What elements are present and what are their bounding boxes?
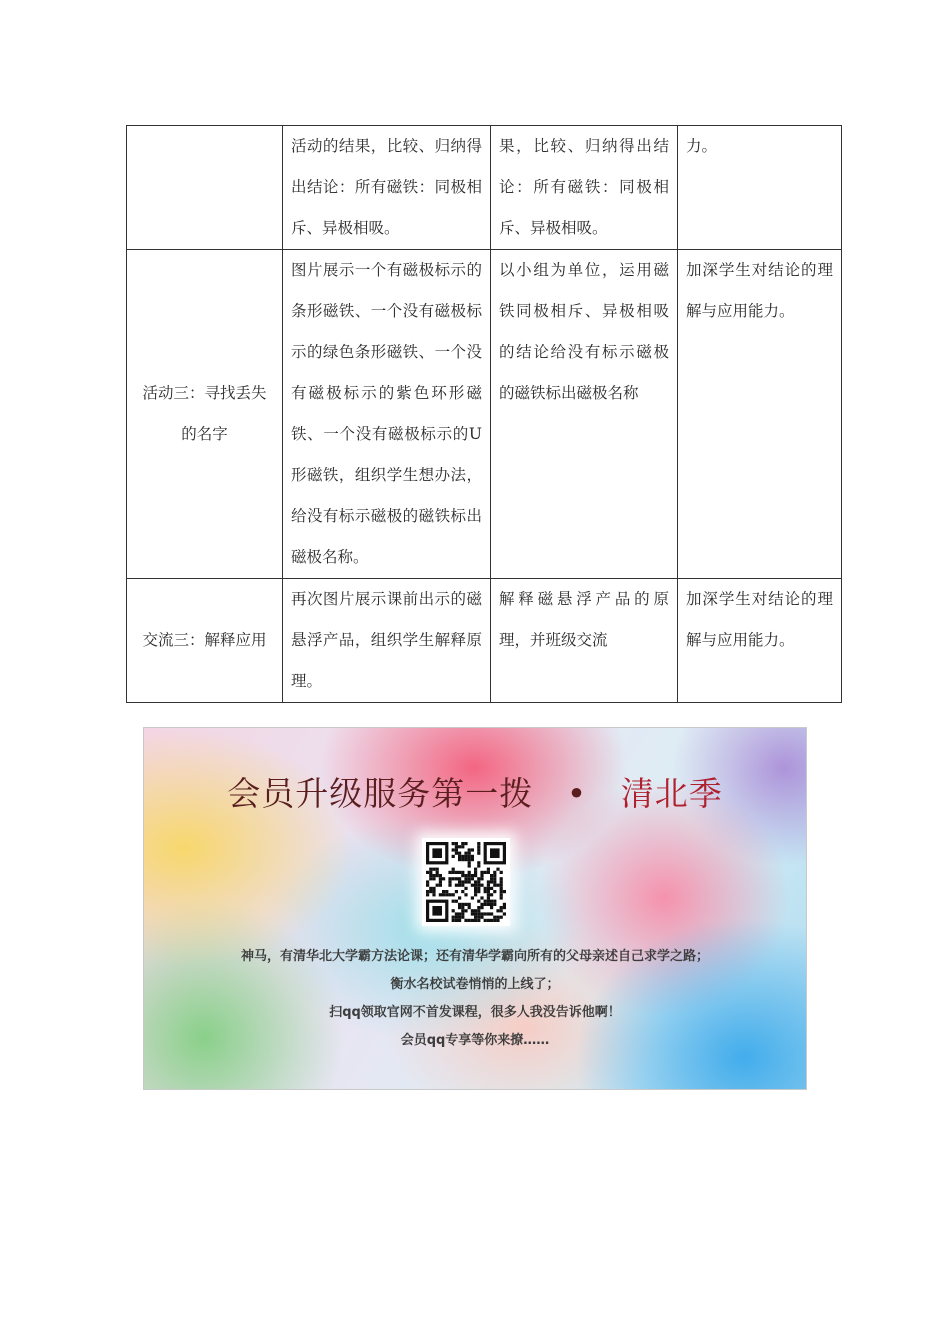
- lesson-plan-table: [126, 125, 842, 703]
- banner-line: 会员qq专享等你来撩……: [400, 1033, 550, 1048]
- teacher-activity-cell: 活动的结果，比较、归纳得出结论：所有磁铁：同极相斥、异极相吸。: [283, 126, 491, 250]
- banner-text: [144, 943, 806, 1055]
- activity-cell: 交流三：解释应用: [127, 579, 283, 703]
- banner-line: 神马，有清华北大学霸方法论课；还有清华学霸向所有的父母亲述自己求学之路；: [240, 949, 709, 964]
- banner-line: 衡水名校试卷悄悄的上线了；: [390, 977, 560, 992]
- teacher-activity-cell: 再次图片展示课前出示的磁悬浮产品，组织学生解释原理。: [283, 579, 491, 703]
- design-intent-cell: 力。: [678, 126, 842, 250]
- qr-code-icon[interactable]: [422, 838, 510, 926]
- teacher-activity-cell: 图片展示一个有磁极标示的条形磁铁、一个没有磁极标示的绿色条形磁铁、一个没有磁极标示的紫色环形磁铁、一个没有磁极标示的U形磁铁，组织学生想办法，给没有标示磁极的磁铁标出磁极名称。: [283, 250, 491, 579]
- banner-title: [144, 768, 806, 815]
- promo-banner: [143, 727, 807, 1090]
- design-intent-cell: 加深学生对结论的理解与应用能力。: [678, 579, 842, 703]
- student-activity-cell: 以小组为单位，运用磁铁同极相斥、异极相吸的结论给没有标示磁极的磁铁标出磁极名称: [491, 250, 678, 579]
- banner-title-brand: 清北季: [620, 774, 723, 813]
- activity-cell: 活动三：寻找丢失的名字: [127, 250, 283, 579]
- student-activity-cell: 解释磁悬浮产品的原理，并班级交流: [491, 579, 678, 703]
- banner-title-main: 会员升级服务第一拨: [227, 774, 534, 813]
- table-row: [127, 250, 842, 579]
- banner-line: 扫qq领取官网不首发课程，很多人我没告诉他啊！: [329, 1005, 621, 1020]
- table-row: [127, 126, 842, 250]
- activity-cell: [127, 126, 283, 250]
- design-intent-cell: 加深学生对结论的理解与应用能力。: [678, 250, 842, 579]
- student-activity-cell: 果，比较、归纳得出结论：所有磁铁：同极相斥、异极相吸。: [491, 126, 678, 250]
- banner-title-dot: •: [566, 774, 588, 813]
- table-row: [127, 579, 842, 703]
